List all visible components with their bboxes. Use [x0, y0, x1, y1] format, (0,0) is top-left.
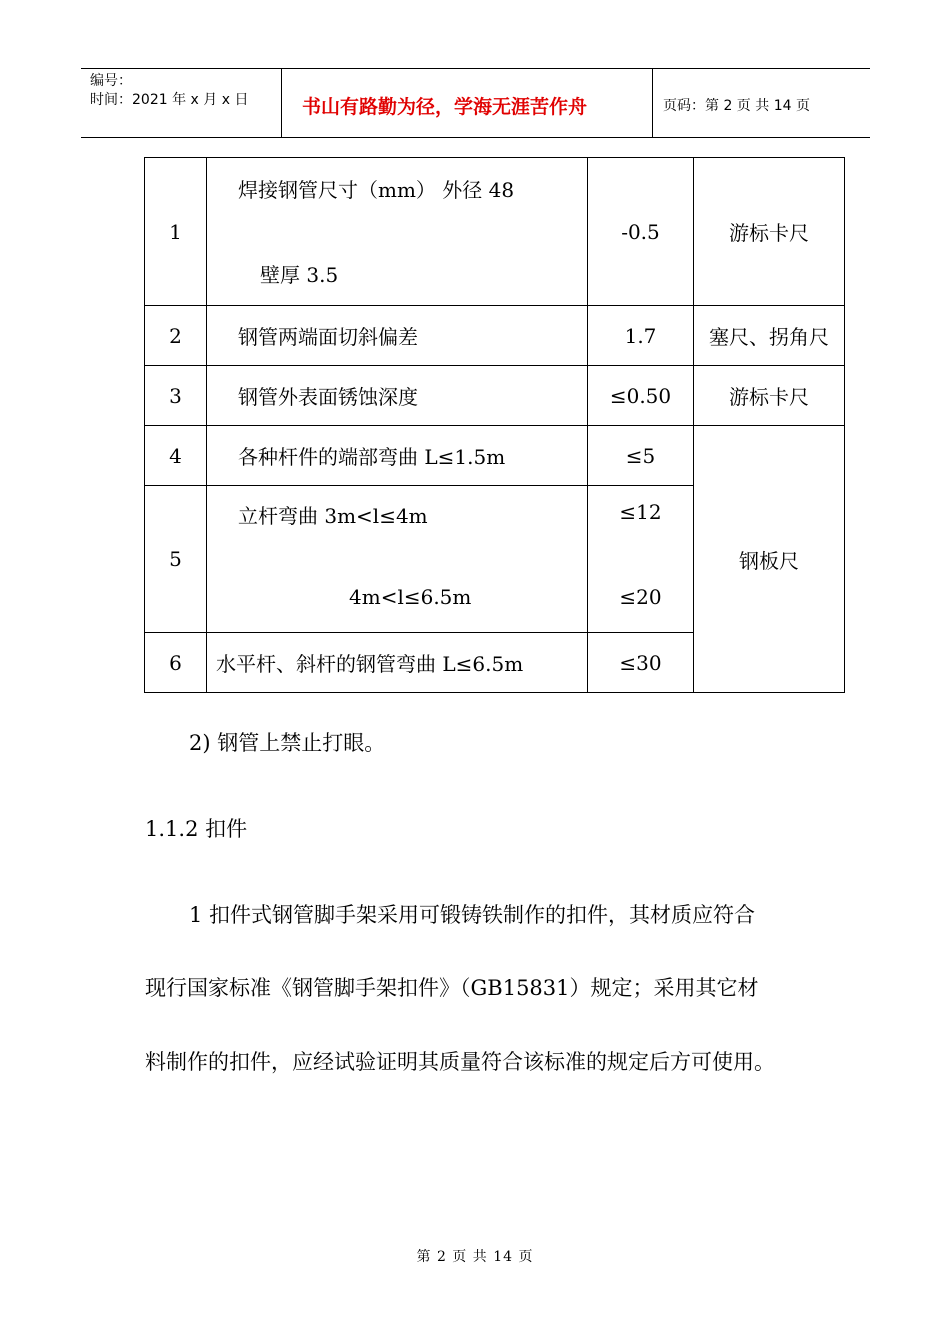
section-heading: 1.1.2 扣件: [145, 817, 248, 841]
header-page-cell: [653, 69, 870, 137]
item-text: 水平杆、斜杆的钢管弯曲 L≤6.5m: [207, 633, 588, 693]
tolerance-value: ≤5: [588, 426, 694, 486]
inspection-tool: 塞尺、拐角尺: [694, 306, 845, 366]
paragraph-no-drilling: 2) 钢管上禁止打眼。: [189, 731, 386, 755]
tolerance-value: ≤0.50: [588, 366, 694, 426]
row-number: 2: [145, 306, 207, 366]
steel-pipe-tolerance-table: [144, 157, 845, 693]
page-header: [81, 68, 870, 138]
tolerance-value: ≤12: [619, 500, 662, 524]
paragraph-line: 1 扣件式钢管脚手架采用可锻铸铁制作的扣件，其材质应符合: [189, 903, 756, 927]
row-number: 1: [145, 158, 207, 306]
row-number: 3: [145, 366, 207, 426]
row-number: 5: [145, 486, 207, 633]
tolerance-value: ≤20: [619, 585, 662, 609]
header-motto: 书山有路勤为径，学海无涯苦作舟: [302, 96, 588, 118]
table-row: [145, 426, 845, 486]
header-meta: [81, 69, 281, 137]
item-text: 各种杆件的端部弯曲 L≤1.5m: [207, 426, 588, 486]
table-row: [145, 366, 845, 426]
header-motto-cell: [281, 69, 653, 137]
document-date-label: 时间：2021 年 x 月 x 日: [90, 92, 249, 108]
item-text: 钢管两端面切斜偏差: [207, 306, 588, 366]
table-row: [145, 306, 845, 366]
row-number: 4: [145, 426, 207, 486]
tolerance-value: 1.7: [588, 306, 694, 366]
page-footer: 第 2 页 共 14 页: [416, 1249, 534, 1265]
item-text: 4m<l≤6.5m: [349, 585, 472, 609]
item-cell: [207, 158, 588, 306]
item-text: 立杆弯曲 3m<l≤4m: [238, 504, 428, 528]
document-number-label: 编号：: [90, 73, 132, 89]
item-text: 钢管外表面锈蚀深度: [207, 366, 588, 426]
inspection-tool: 钢板尺: [694, 426, 845, 693]
table-row: [145, 158, 845, 306]
value-cell: [588, 486, 694, 633]
item-text: 壁厚 3.5: [260, 263, 339, 287]
item-text: 焊接钢管尺寸（mm） 外径 48: [238, 178, 515, 202]
tolerance-value: ≤30: [588, 633, 694, 693]
paragraph-line: 料制作的扣件，应经试验证明其质量符合该标准的规定后方可使用。: [145, 1050, 775, 1074]
item-cell: [207, 486, 588, 633]
inspection-tool: 游标卡尺: [694, 366, 845, 426]
inspection-tool: 游标卡尺: [694, 158, 845, 306]
row-number: 6: [145, 633, 207, 693]
header-page-info: 页码：第 2 页 共 14 页: [663, 98, 810, 114]
tolerance-value: -0.5: [588, 158, 694, 306]
paragraph-line: 现行国家标准《钢管脚手架扣件》（GB15831）规定；采用其它材: [145, 976, 759, 1000]
